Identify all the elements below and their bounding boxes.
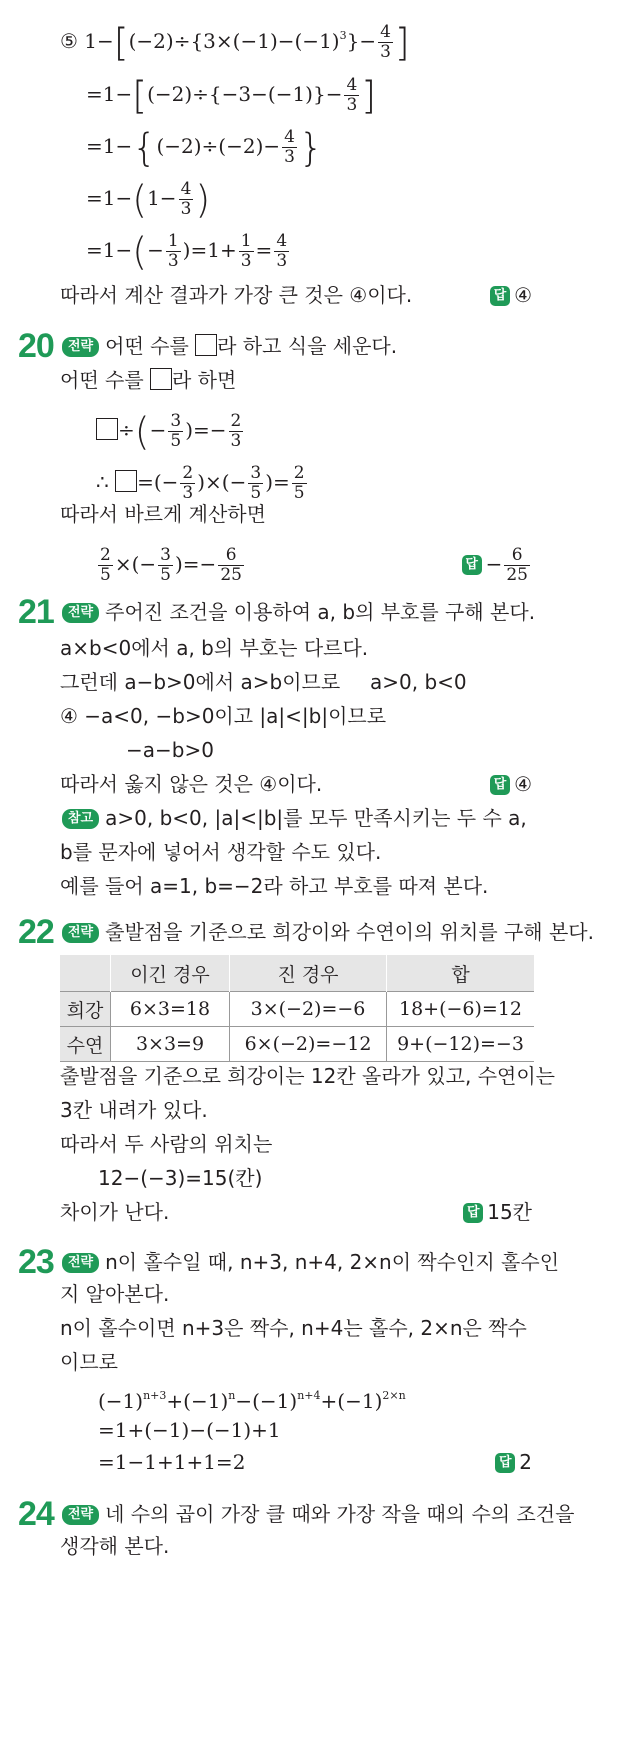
strategy-tag: 전략 bbox=[62, 337, 99, 357]
table-cell: 18+(−6)=12 bbox=[387, 992, 535, 1027]
q21-line-5: 따라서 옳지 않은 것은 ④이다. bbox=[60, 772, 323, 796]
blank-box-icon bbox=[115, 470, 137, 492]
q23-line-1: n이 홀수이면 n+3은 짝수, n+4는 홀수, 2×n은 짝수 bbox=[60, 1316, 527, 1340]
table-cell: 6×3=18 bbox=[111, 992, 230, 1027]
prev-line-4: =1−(1− $\frac{4}{3}$ ) bbox=[86, 177, 211, 222]
q20-line-3: ∴ =(− $\frac{2}{3}$ )×(− $\frac{3}{5}$ )= $\frac{2}{5}$ bbox=[96, 463, 305, 503]
prev-line-2: =1−[(−2)÷{−3−(−1)}− $\frac{4}{3}$ ] bbox=[86, 73, 377, 118]
q20-answer: 답 − $\frac{6}{25}$ bbox=[462, 546, 532, 585]
q21-reference-3: 예를 들어 a=1, b=−2라 하고 부호를 따져 본다. bbox=[60, 874, 489, 898]
answer-badge: 답 bbox=[490, 775, 510, 795]
q22-line-1: 출발점을 기준으로 희강이는 12칸 올라가 있고, 수연이는 bbox=[60, 1064, 555, 1088]
q20-line-1: 어떤 수를 라 하면 bbox=[60, 368, 237, 392]
table-cell: 3×(−2)=−6 bbox=[230, 992, 387, 1027]
table-cell: 희강 bbox=[60, 992, 111, 1027]
q23-answer: 답 2 bbox=[495, 1448, 532, 1476]
q23-strategy-2: 지 알아본다. bbox=[60, 1282, 170, 1306]
answer-badge: 답 bbox=[490, 286, 510, 306]
prev-line-3: =1−{(−2)÷(−2)− $\frac{4}{3}$ } bbox=[86, 125, 324, 170]
blank-box-icon bbox=[150, 368, 172, 390]
q21-answer: 답 ④ bbox=[490, 770, 532, 798]
problem-number-22: 22 bbox=[18, 913, 54, 951]
problem-number-24: 24 bbox=[18, 1495, 54, 1533]
table-row bbox=[60, 1027, 534, 1062]
q22-line-4: 12−(−3)=15(칸) bbox=[98, 1166, 263, 1190]
strategy-tag: 전략 bbox=[62, 1505, 99, 1525]
q23-line-5: =1−1+1+1=2 bbox=[98, 1450, 246, 1474]
answer-badge: 답 bbox=[462, 555, 482, 575]
table-cell: 6×(−2)=−12 bbox=[230, 1027, 387, 1062]
q21-line-4: −a−b>0 bbox=[126, 738, 214, 762]
table-cell: 9+(−12)=−3 bbox=[387, 1027, 535, 1062]
q20-line-4: 따라서 바르게 계산하면 bbox=[60, 502, 266, 526]
prev-line-5: =1−(− $\frac{1}{3}$ )=1+ $\frac{1}{3}$ = $\frac{4}{3}$ bbox=[86, 229, 288, 274]
problem-number-23: 23 bbox=[18, 1243, 54, 1281]
q21-reference-1: 참고 a>0, b<0, |a|<|b|를 모두 만족시키는 두 수 a, bbox=[62, 804, 527, 832]
q23-strategy-1: 전략 n이 홀수일 때, n+3, n+4, 2×n이 짝수인지 홀수인 bbox=[62, 1248, 559, 1276]
q23-line-3: $(-1)^{n+3}+(-1)^n-(-1)^{n+4}+(-1)^{2\times n}$ bbox=[98, 1389, 406, 1413]
table-cell: 수연 bbox=[60, 1027, 111, 1062]
q20-line-2: ÷(− $\frac{3}{5}$ )=− $\frac{2}{3}$ bbox=[96, 412, 245, 451]
q21-line-2: 그런데 a−b>0에서 a>b이므로 bbox=[60, 670, 341, 694]
table-header bbox=[60, 955, 111, 992]
blank-box-icon bbox=[96, 418, 118, 440]
q22-line-2: 3칸 내려가 있다. bbox=[60, 1098, 208, 1122]
answer-badge: 답 bbox=[463, 1203, 483, 1223]
q23-line-4: =1+(−1)−(−1)+1 bbox=[98, 1418, 281, 1442]
table-cell: 3×3=9 bbox=[111, 1027, 230, 1062]
answer-badge: 답 bbox=[495, 1453, 515, 1473]
table-header-row bbox=[60, 955, 534, 992]
strategy-tag: 전략 bbox=[62, 923, 99, 943]
q23-line-2: 이므로 bbox=[60, 1350, 118, 1374]
problem-number-20: 20 bbox=[18, 327, 54, 365]
prev-conclusion: 따라서 계산 결과가 가장 큰 것은 ④이다. bbox=[60, 283, 413, 307]
q24-strategy-2: 생각해 본다. bbox=[60, 1534, 170, 1558]
table-row bbox=[60, 992, 534, 1027]
prev-line-1: ⑤ $1-[(-2)\div\{3\times(-1)-(-1)^3\}-$ $\frac{4}{3}$ ] bbox=[60, 20, 410, 65]
q22-line-5: 차이가 난다. bbox=[60, 1200, 170, 1224]
table-header: 이긴 경우 bbox=[111, 955, 230, 992]
q22-line-3: 따라서 두 사람의 위치는 bbox=[60, 1132, 273, 1156]
fraction: $\frac{4}{3}$ bbox=[380, 22, 391, 62]
problem-number-21: 21 bbox=[18, 593, 54, 631]
q21-line-1: a×b<0에서 a, b의 부호는 다르다. bbox=[60, 636, 369, 660]
prev-answer: 답 ④ bbox=[490, 281, 532, 309]
table-header: 진 경우 bbox=[230, 955, 387, 992]
q21-reference-2: b를 문자에 넣어서 생각할 수도 있다. bbox=[60, 840, 382, 864]
reference-tag: 참고 bbox=[62, 809, 99, 829]
q21-strategy: 전략 주어진 조건을 이용하여 a, b의 부호를 구해 본다. bbox=[62, 598, 535, 626]
q22-answer: 답 15칸 bbox=[463, 1198, 532, 1226]
q21-line-2-result: a>0, b<0 bbox=[370, 670, 467, 694]
strategy-tag: 전략 bbox=[62, 1253, 99, 1273]
q22-strategy: 전략 출발점을 기준으로 희강이와 수연이의 위치를 구해 본다. bbox=[62, 918, 594, 946]
blank-box-icon bbox=[195, 334, 217, 356]
q24-strategy-1: 전략 네 수의 곱이 가장 클 때와 가장 작을 때의 수의 조건을 bbox=[62, 1500, 574, 1528]
strategy-tag: 전략 bbox=[62, 603, 99, 623]
score-table bbox=[60, 955, 534, 1062]
table-header: 합 bbox=[387, 955, 535, 992]
q20-line-5: $\frac{2}{5}$ ×(− $\frac{3}{5}$ )=− $\frac{6}{25}$ bbox=[100, 545, 242, 585]
q20-strategy: 전략 어떤 수를 라 하고 식을 세운다. bbox=[62, 332, 397, 360]
q21-line-3: ④ −a<0, −b>0이고 |a|<|b|이므로 bbox=[60, 704, 387, 728]
